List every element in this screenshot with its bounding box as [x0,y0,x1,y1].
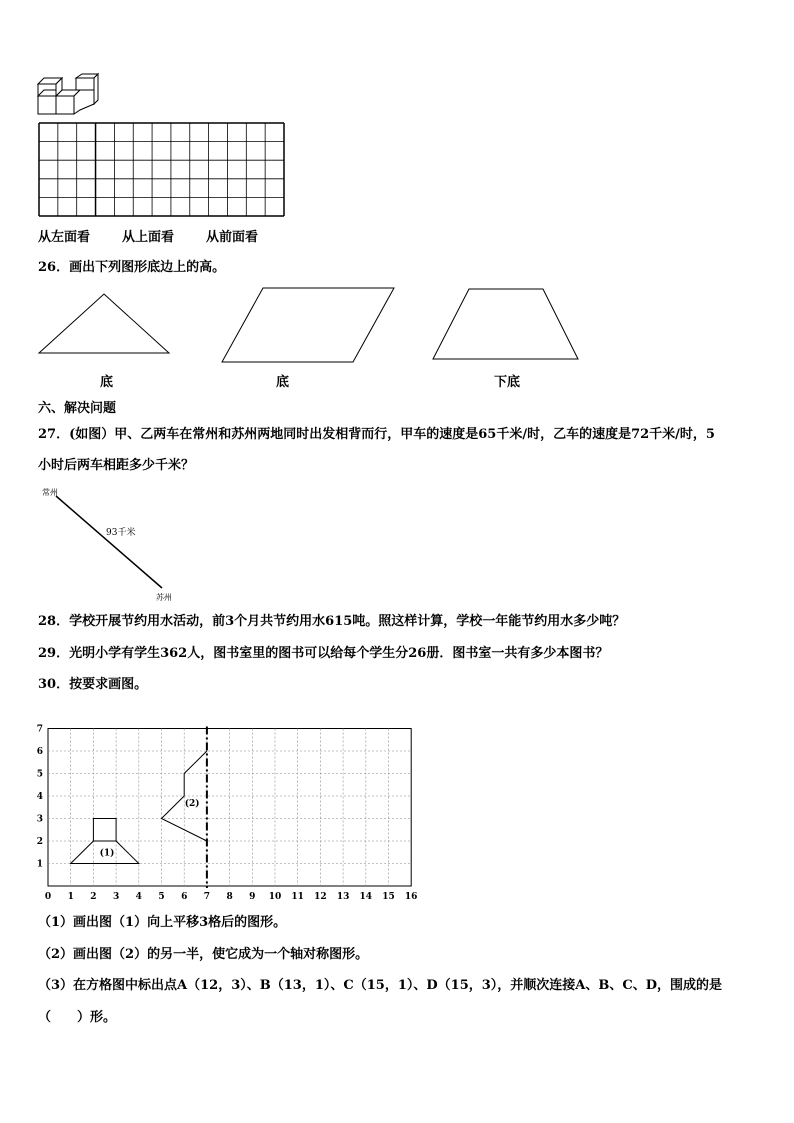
x-tick-label: 4 [135,892,142,902]
start-city-label: 常州 [42,488,58,497]
x-tick-label: 3 [112,892,120,902]
parallelogram-shape [222,288,394,362]
route-line [56,496,162,588]
x-tick-label: 0 [44,892,52,902]
x-tick-label: 16 [404,892,418,902]
x-tick-label: 1 [67,892,74,902]
x-tick-label: 7 [203,892,211,902]
y-tick-label: 1 [36,859,43,870]
question-30-sub2: （2）画出图（2）的另一半，使它成为一个轴对称图形。 [38,947,369,962]
triangle-shape [39,294,169,353]
y-tick-label: 2 [36,837,43,847]
view-label-left: 从左面看 [38,230,91,245]
question-27-line1: 27．(如图）甲、乙两车在常州和苏州两地同时出发相背而行，甲车的速度是65千米/时，乙车的速度是72千米/时，5 [38,427,715,442]
y-tick-label: 4 [36,792,43,802]
trapezoid-shape [433,289,578,359]
x-tick-label: 8 [226,892,233,902]
y-tick-label: 6 [36,747,43,757]
shape-1-label: (1) [99,848,115,859]
triangle-base-label: 底 [100,375,114,390]
question-26: 26．画出下列图形底边上的高。 [38,260,226,275]
x-tick-label: 13 [336,892,350,902]
x-tick-label: 10 [268,892,282,902]
question-30-sub3-line1: （3）在方格图中标出点A（12，3）、B（13，1）、C（15，1）、D（15，3），并顺次连接A、B、C、D，围成的是 [38,978,722,993]
y-tick-label: 3 [36,814,43,825]
question-29: 29．光明小学有学生362人，图书室里的图书可以给每个学生分26册．图书室一共有多少本图书？ [38,646,609,661]
x-tick-label: 5 [158,892,165,902]
end-city-label: 苏州 [156,593,172,602]
distance-label: 93千米 [106,528,136,538]
coordinate-grid [30,710,430,902]
q27-distance-diagram [38,484,188,606]
x-tick-label: 2 [90,892,97,902]
q26-shapes [36,284,586,368]
parallelogram-base-label: 底 [276,375,290,390]
section-heading: 六、解决问题 [38,401,117,416]
drawing-grid [38,122,285,217]
cube-stack-figure [36,74,100,118]
question-30-sub3-line2: （ ）形。 [38,1010,117,1025]
question-28: 28．学校开展节约用水活动，前3个月共节约用水615吨。照这样计算，学校一年能节约用水多少吨？ [38,614,626,629]
view-label-front: 从前面看 [206,230,259,245]
question-30: 30．按要求画图。 [38,677,148,692]
x-tick-label: 6 [181,892,188,902]
x-tick-label: 9 [249,892,256,902]
question-27-line2: 小时后两车相距多少千米？ [38,458,195,473]
x-tick-label: 14 [359,892,373,902]
x-tick-label: 15 [382,892,395,902]
x-tick-label: 12 [314,892,327,902]
y-tick-label: 5 [36,769,43,780]
trapezoid-base-label: 下底 [494,375,521,390]
view-label-top: 从上面看 [122,230,175,245]
x-tick-label: 11 [291,892,304,902]
shape-2-label: (2) [184,799,200,810]
y-tick-label: 7 [36,724,43,735]
question-30-sub1: （1）画出图（1）向上平移3格后的图形。 [38,915,287,930]
